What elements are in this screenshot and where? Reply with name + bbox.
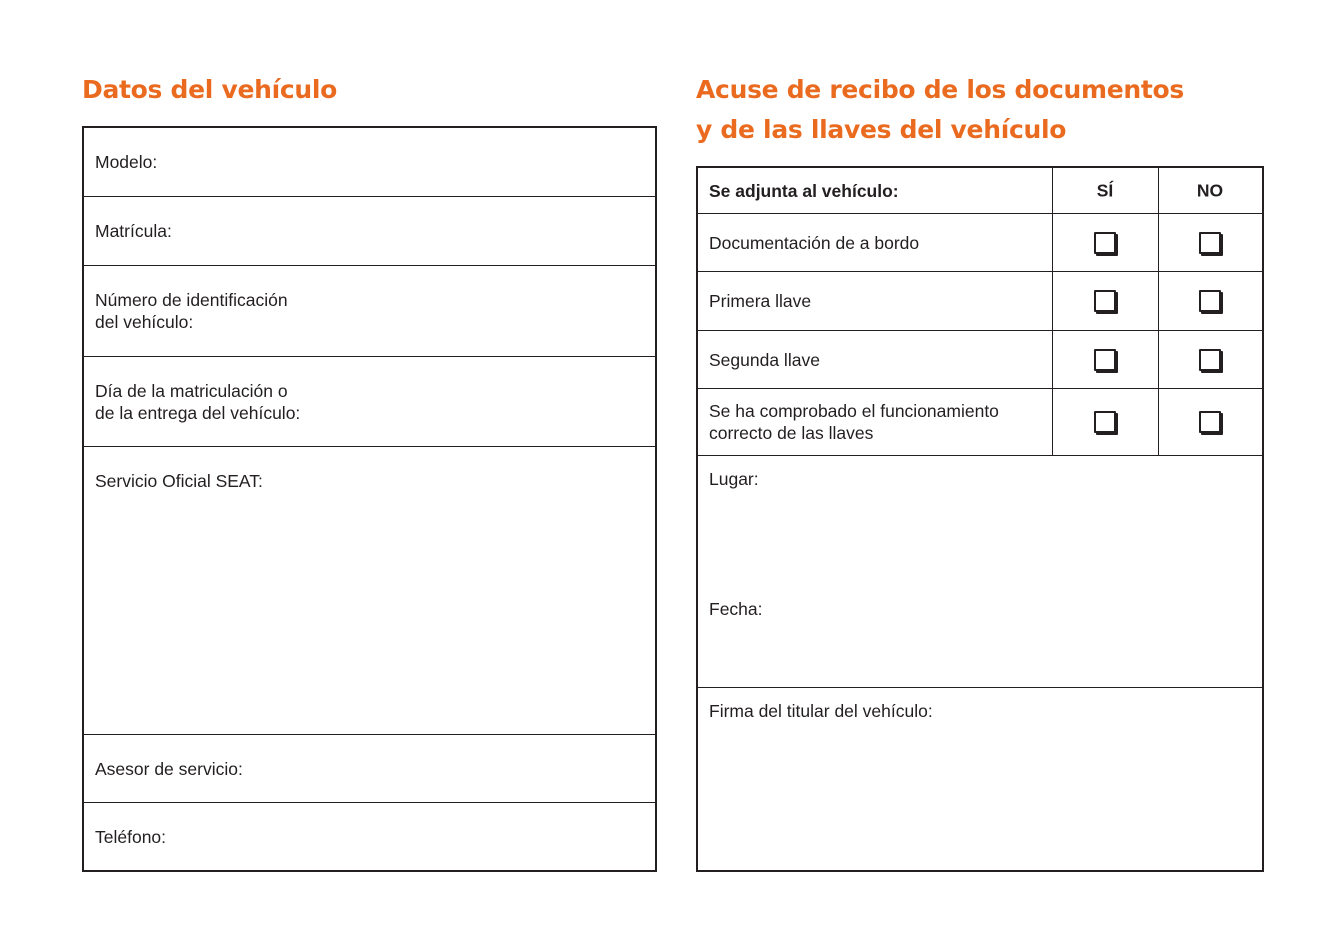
keys-checked-no-checkbox[interactable] [1199,411,1221,433]
date-label: Fecha: [709,599,763,619]
receipt-title-line1: Acuse de recibo de los documentos [696,75,1184,104]
model-label: Modelo: [95,152,158,172]
second-key-no-checkbox[interactable] [1199,349,1221,371]
keys-checked-yes-checkbox[interactable] [1094,411,1116,433]
column-divider [1052,272,1053,330]
attached-header: Se adjunta al vehículo: [709,180,899,201]
first-key-no-checkbox[interactable] [1199,290,1221,312]
second-key-yes-checkbox[interactable] [1094,349,1116,371]
second-key-label: Segunda llave [709,349,820,370]
phone-label: Teléfono: [95,826,167,847]
place-date-field[interactable] [698,456,1262,688]
column-divider [1158,389,1159,455]
column-divider [1158,214,1159,271]
receipt-title-line2: y de las llaves del vehículo [696,115,1067,144]
table-row [698,389,1262,456]
plate-field[interactable] [84,197,655,266]
receipt-form [696,166,1264,872]
service-advisor-field[interactable] [84,735,655,803]
vehicle-data-form [82,126,657,872]
table-row [698,331,1262,389]
no-column-header: NO [1196,180,1224,200]
vehicle-data-title: Datos del vehículo [82,75,338,104]
vin-label: Número de identificación del vehículo: [95,290,288,332]
first-key-label: Primera llave [709,291,812,311]
table-row [698,272,1262,331]
table-header-row [698,168,1262,214]
onboard-docs-no-checkbox[interactable] [1199,232,1221,254]
plate-label: Matrícula: [95,221,172,241]
first-key-yes-checkbox[interactable] [1094,290,1116,312]
official-service-label: Servicio Oficial SEAT: [95,471,263,491]
model-field[interactable] [84,128,655,197]
vin-field[interactable] [84,266,655,357]
column-divider [1158,331,1159,388]
official-service-field[interactable] [84,447,655,735]
column-divider [1052,331,1053,388]
column-divider [1052,214,1053,271]
column-divider [1052,389,1053,455]
place-label: Lugar: [709,469,759,489]
keys-checked-label: Se ha comprobado el funcionamiento correcto de las llaves [709,401,999,443]
phone-field[interactable] [84,803,655,870]
yes-column-header: SÍ [1096,180,1114,200]
column-divider [1158,272,1159,330]
onboard-docs-label: Documentación de a bordo [709,232,920,253]
registration-date-field[interactable] [84,357,655,447]
service-advisor-label: Asesor de servicio: [95,758,243,779]
column-divider [1158,168,1159,213]
registration-date-label: Día de la matriculación o de la entrega del vehículo: [95,380,301,423]
onboard-docs-yes-checkbox[interactable] [1094,232,1116,254]
table-row [698,214,1262,272]
column-divider [1052,168,1053,213]
signature-field[interactable] [698,688,1262,870]
signature-label: Firma del titular del vehículo: [709,701,933,721]
